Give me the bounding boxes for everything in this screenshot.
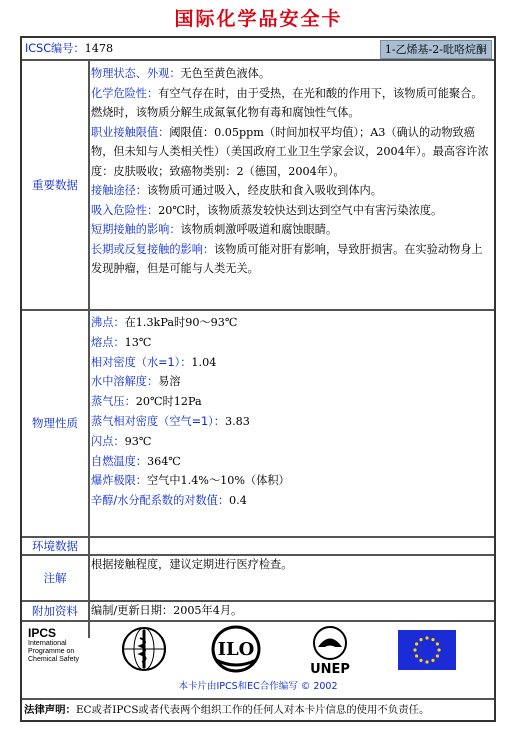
property-item: 闪点：93℃: [91, 434, 152, 448]
property-item: 辛醇/水分配系数的对数值：0.4: [91, 494, 247, 508]
eu-flag-icon: [398, 630, 456, 670]
credit-line: 本卡片由IPCS和EC合作编写 © 2002: [178, 681, 338, 692]
section-label-important: 重要数据: [32, 178, 78, 192]
legal-label: 法律声明：: [24, 704, 76, 716]
legal-statement: [24, 701, 429, 719]
icsc-number: [25, 39, 113, 59]
property-item: 沸点：在1.3kPa时90～93℃: [91, 316, 238, 329]
safety-card: [20, 36, 496, 722]
ipcs-logo-text: IPCS International Programme on Chemical Safety: [28, 626, 79, 663]
property-item: 爆炸极限：空气中1.4%～10%（体积）: [91, 474, 290, 488]
column-divider: [88, 61, 90, 638]
property-item: 自燃温度：364℃: [91, 454, 181, 468]
who-logo-icon: [118, 624, 170, 674]
section-label-environment: 环境数据: [32, 539, 78, 553]
divider: [22, 698, 494, 700]
divider: [22, 59, 494, 61]
important-item: 吸入危险性：20℃时，该物质蒸发较快达到达到空气中有害污染浓度。: [91, 203, 443, 217]
property-item: 蒸气压：20℃时12Pa: [91, 395, 202, 409]
property-item: 蒸气相对密度（空气=1）：3.83: [91, 414, 250, 428]
icsc-label: ICSC编号：: [25, 42, 85, 55]
important-item: 化学危险性：有空气存在时，由于受热，在光和酸的作用下，该物质可能聚合。燃烧时，该物质分解生成氮氧化物有毒和腐蚀性气体。: [91, 86, 483, 119]
additional-text: 编制/更新日期：2005年4月。: [91, 604, 243, 617]
legal-text: EC或者IPCS或者代表两个组织工作的任何人对本卡片信息的使用不负责任。: [75, 704, 430, 716]
svg-text:ILO: ILO: [217, 639, 255, 660]
card-title: 国际化学品安全卡: [174, 8, 343, 30]
divider: [22, 309, 494, 311]
section-label-notes: 注解: [43, 571, 67, 585]
notes-text: 根据接触程度，建议定期进行医疗检查。: [91, 558, 293, 571]
property-item: 相对密度（水=1）：1.04: [91, 355, 217, 369]
important-item: 物理状态、外观：无色至黄色液体。: [91, 67, 271, 80]
property-item: 水中溶解度：易溶: [91, 375, 181, 389]
section-label-additional: 附加资料: [32, 604, 78, 618]
important-item: 长期或反复接触的影响：该物质可能对肝有影响，导致肝损害。在实验动物身上发现肿瘤，但是可能与人类无关。: [91, 242, 483, 275]
ilo-logo-icon: [210, 624, 262, 674]
important-item: 职业接触限值：阈限值：0.05ppm（时间加权平均值）；A3（确认的动物致癌物，但未知与人类相关性）（美国政府工业卫生学家会议，2004年）。最高容许浓度：皮肤吸收；致癌物类别：2（德国，2004年）。: [91, 125, 489, 178]
divider: [22, 620, 494, 622]
important-item: 接触途径：该物质可通过吸入，经皮肤和食入吸收到体内。: [91, 184, 382, 197]
important-data: [91, 64, 492, 279]
property-item: 熔点：13℃: [91, 335, 152, 349]
important-item: 短期接触的影响：该物质刺激呼吸道和腐蚀眼睛。: [91, 223, 338, 236]
svg-text:UNEP: UNEP: [310, 662, 350, 676]
section-label-physical: 物理性质: [32, 416, 78, 430]
icsc-value: 1478: [84, 42, 114, 55]
chemical-name: 1-乙烯基-2-吡咯烷酮: [380, 40, 492, 59]
divider: [22, 536, 494, 538]
unep-logo-icon: [302, 624, 358, 676]
physical-properties: [91, 313, 492, 511]
